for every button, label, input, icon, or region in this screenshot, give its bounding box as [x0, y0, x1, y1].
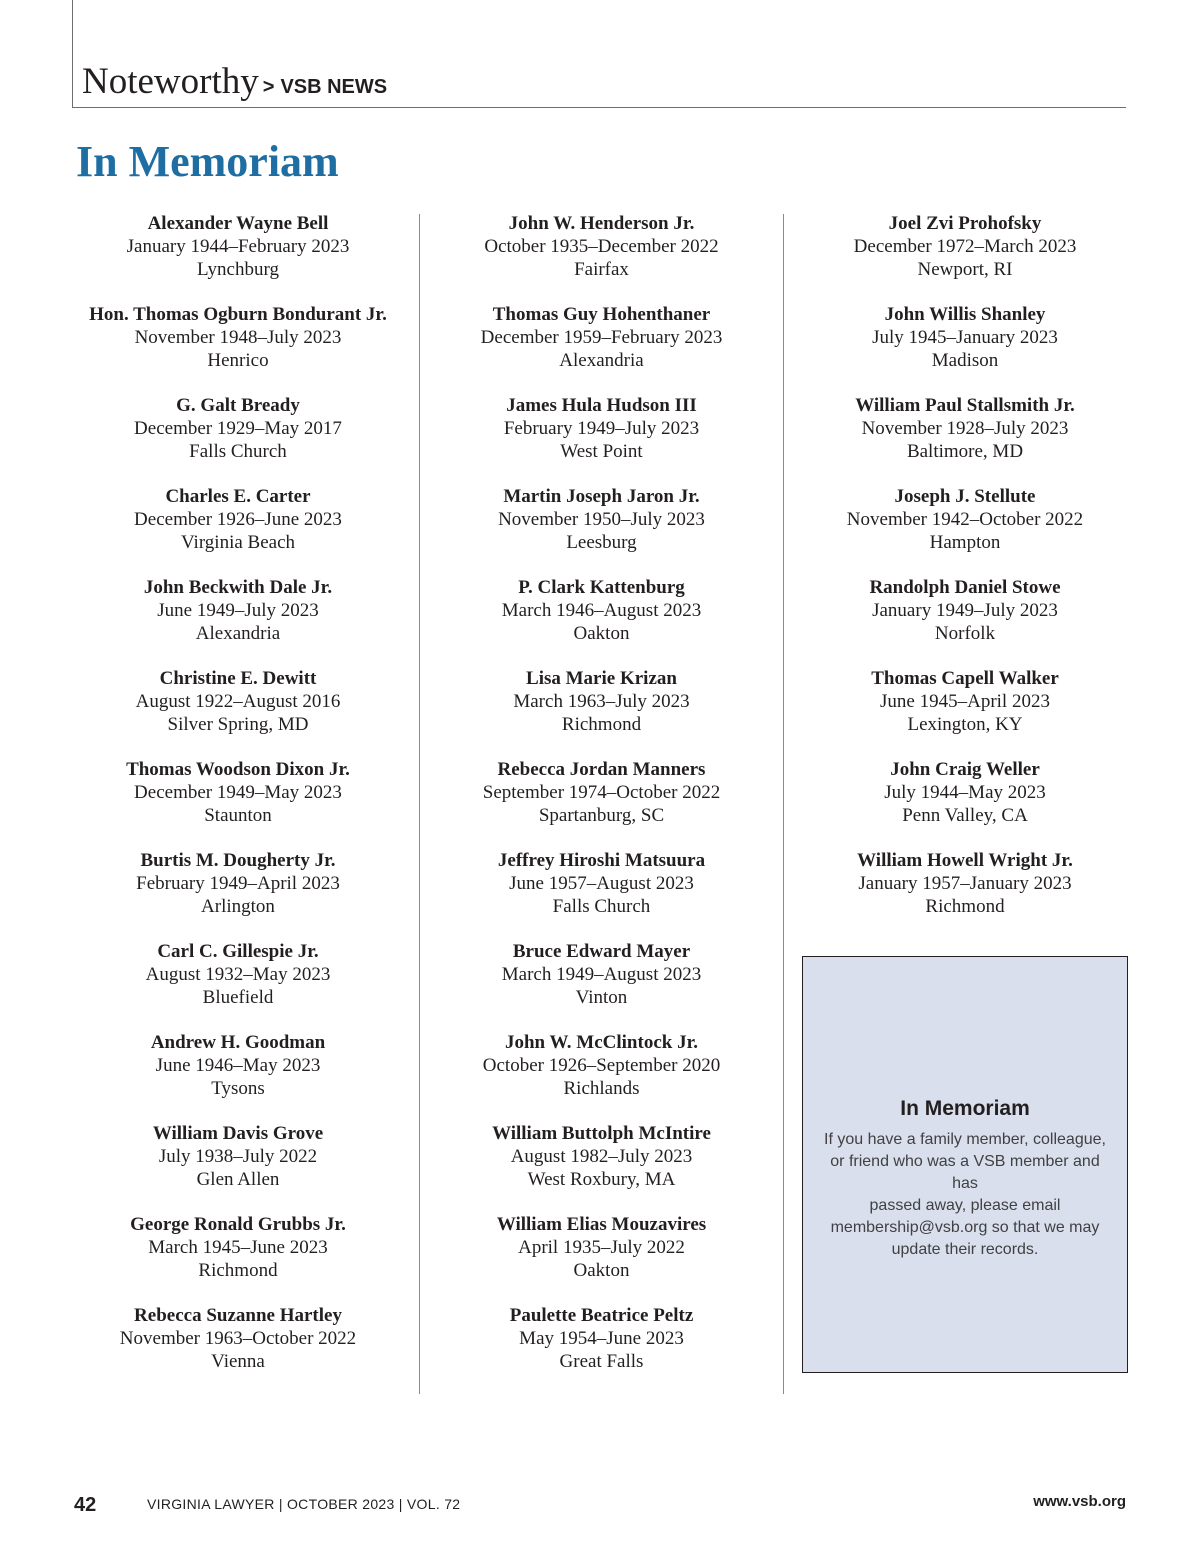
- memoriam-entry: [420, 1213, 783, 1304]
- memoriam-entry: [56, 758, 420, 849]
- memoriam-entry: [783, 303, 1147, 394]
- entry-dates: November 1942–October 2022: [846, 509, 1084, 530]
- entry-dates: November 1928–July 2023: [861, 418, 1069, 439]
- entry-place: Newport, RI: [917, 259, 1013, 280]
- memoriam-entry: [420, 212, 783, 303]
- header-horizontal-rule: [72, 107, 1126, 108]
- entry-dates: October 1935–December 2022: [484, 236, 719, 257]
- entry-dates: December 1929–May 2017: [134, 418, 342, 439]
- entry-name: John W. Henderson Jr.: [508, 213, 695, 234]
- memoriam-entry: [783, 576, 1147, 667]
- entry-name: Thomas Capell Walker: [871, 668, 1059, 689]
- memoriam-entry: [56, 849, 420, 940]
- memoriam-entry: [56, 1122, 420, 1213]
- entry-name: Thomas Woodson Dixon Jr.: [126, 759, 350, 780]
- entry-place: Tysons: [211, 1078, 265, 1099]
- memoriam-column-3: [783, 212, 1147, 940]
- entry-dates: November 1948–July 2023: [134, 327, 342, 348]
- entry-place: Virginia Beach: [180, 532, 296, 553]
- memoriam-entry: [420, 667, 783, 758]
- entry-name: Andrew H. Goodman: [150, 1032, 326, 1053]
- entry-name: Christine E. Dewitt: [159, 668, 317, 689]
- memoriam-entry: [420, 1304, 783, 1395]
- memoriam-entry: [56, 394, 420, 485]
- website-url: www.vsb.org: [1033, 1493, 1126, 1510]
- entry-name: Paulette Beatrice Peltz: [509, 1305, 694, 1326]
- entry-name: Thomas Guy Hohenthaner: [492, 304, 711, 325]
- entry-place: Lynchburg: [197, 259, 279, 280]
- memoriam-entry: [420, 758, 783, 849]
- notice-line: If you have a family member, colleague,: [824, 1131, 1106, 1148]
- entry-dates: July 1945–January 2023: [872, 327, 1058, 348]
- entry-dates: December 1972–March 2023: [853, 236, 1077, 257]
- entry-dates: April 1935–July 2022: [518, 1237, 685, 1258]
- entry-dates: July 1944–May 2023: [884, 782, 1046, 803]
- entry-name: Rebecca Jordan Manners: [497, 759, 706, 780]
- notice-line: update their records.: [891, 1241, 1039, 1258]
- memoriam-entry: [420, 303, 783, 394]
- memoriam-column-1: [56, 212, 420, 1395]
- memoriam-entry: [420, 849, 783, 940]
- entry-dates: February 1949–April 2023: [136, 873, 340, 894]
- entry-place: Silver Spring, MD: [167, 714, 309, 735]
- entry-name: G. Galt Bready: [176, 395, 300, 416]
- entry-name: Alexander Wayne Bell: [147, 213, 329, 234]
- entry-dates: June 1945–April 2023: [880, 691, 1050, 712]
- memoriam-entry: [783, 758, 1147, 849]
- entry-place: Richmond: [561, 714, 642, 735]
- entry-place: Madison: [931, 350, 999, 371]
- entry-name: Randolph Daniel Stowe: [869, 577, 1061, 598]
- memoriam-entry: [420, 576, 783, 667]
- notice-line: passed away, please email: [869, 1197, 1061, 1214]
- entry-dates: August 1982–July 2023: [510, 1146, 693, 1167]
- entry-place: Fairfax: [574, 259, 629, 280]
- entry-place: Bluefield: [202, 987, 274, 1008]
- entry-place: Staunton: [204, 805, 272, 826]
- entry-dates: September 1974–October 2022: [482, 782, 721, 803]
- entry-dates: December 1959–February 2023: [480, 327, 723, 348]
- entry-dates: June 1957–August 2023: [509, 873, 694, 894]
- entry-name: Joseph J. Stellute: [894, 486, 1036, 507]
- page-title: In Memoriam: [76, 137, 339, 186]
- entry-place: Alexandria: [195, 623, 281, 644]
- entry-dates: June 1949–July 2023: [157, 600, 319, 621]
- memoriam-entry: [420, 1031, 783, 1122]
- memoriam-entry: [56, 1031, 420, 1122]
- notice-title: In Memoriam: [900, 1097, 1030, 1120]
- memoriam-entry: [56, 212, 420, 303]
- entry-place: Glen Allen: [196, 1169, 280, 1190]
- entry-name: Bruce Edward Mayer: [512, 941, 691, 962]
- entry-place: Alexandria: [559, 350, 644, 371]
- memoriam-entry: [420, 394, 783, 485]
- entry-dates: August 1932–May 2023: [145, 964, 331, 985]
- entry-name: John W. McClintock Jr.: [504, 1032, 699, 1053]
- entry-place: Leesburg: [566, 532, 637, 553]
- entry-place: Penn Valley, CA: [902, 805, 1028, 826]
- notice-line: membership@vsb.org so that we may: [830, 1219, 1100, 1236]
- entry-place: Hampton: [929, 532, 1001, 553]
- entry-place: West Point: [560, 441, 643, 462]
- entry-place: Vinton: [575, 987, 628, 1008]
- memoriam-entry: [56, 576, 420, 667]
- entry-place: Arlington: [201, 896, 275, 917]
- entry-dates: June 1946–May 2023: [155, 1055, 321, 1076]
- entry-dates: January 1957–January 2023: [858, 873, 1072, 894]
- entry-name: James Hula Hudson III: [506, 395, 697, 416]
- entry-name: William Howell Wright Jr.: [857, 850, 1073, 871]
- entry-place: Great Falls: [559, 1351, 644, 1372]
- entry-place: Richmond: [198, 1260, 278, 1281]
- entry-place: Spartanburg, SC: [538, 805, 665, 826]
- page-number: 42: [74, 1494, 97, 1516]
- memoriam-entry: [420, 485, 783, 576]
- entry-dates: March 1946–August 2023: [501, 600, 702, 621]
- entry-place: Oakton: [573, 623, 630, 644]
- entry-dates: October 1926–September 2020: [482, 1055, 721, 1076]
- entry-name: P. Clark Kattenburg: [518, 577, 685, 598]
- memoriam-entry: [56, 1304, 420, 1395]
- memoriam-entry: [56, 940, 420, 1031]
- publication-info: VIRGINIA LAWYER | OCTOBER 2023 | VOL. 72: [147, 1496, 461, 1512]
- entry-name: Lisa Marie Krizan: [526, 668, 677, 689]
- memoriam-entry: [56, 485, 420, 576]
- memoriam-entry: [420, 940, 783, 1031]
- running-header: [82, 60, 387, 103]
- entry-name: Charles E. Carter: [165, 486, 311, 507]
- entry-name: John Beckwith Dale Jr.: [143, 577, 333, 598]
- entry-dates: December 1926–June 2023: [134, 509, 342, 530]
- entry-name: Burtis M. Dougherty Jr.: [140, 850, 336, 871]
- memoriam-entry: [56, 1213, 420, 1304]
- entry-name: William Davis Grove: [152, 1123, 324, 1144]
- entry-name: William Buttolph McIntire: [492, 1123, 711, 1144]
- entry-place: Henrico: [207, 350, 269, 371]
- entry-place: Richmond: [925, 896, 1005, 917]
- header-subsection: VSB NEWS: [280, 76, 388, 98]
- entry-dates: May 1954–June 2023: [519, 1328, 684, 1349]
- header-separator: >: [262, 76, 275, 98]
- entry-name: Carl C. Gillespie Jr.: [157, 941, 319, 962]
- entry-dates: November 1963–October 2022: [119, 1328, 357, 1349]
- entry-place: Richlands: [563, 1078, 640, 1099]
- entry-name: Hon. Thomas Ogburn Bondurant Jr.: [89, 304, 387, 325]
- entry-place: Falls Church: [189, 441, 287, 462]
- entry-dates: January 1949–July 2023: [872, 600, 1058, 621]
- entry-name: William Elias Mouzavires: [496, 1214, 707, 1235]
- entry-place: Baltimore, MD: [906, 441, 1024, 462]
- entry-dates: March 1945–June 2023: [148, 1237, 328, 1258]
- memoriam-entry: [783, 394, 1147, 485]
- entry-place: Norfolk: [934, 623, 996, 644]
- memoriam-entry: [783, 667, 1147, 758]
- entry-name: William Paul Stallsmith Jr.: [855, 395, 1075, 416]
- entry-dates: November 1950–July 2023: [498, 509, 705, 530]
- entry-dates: December 1949–May 2023: [134, 782, 342, 803]
- entry-name: Rebecca Suzanne Hartley: [134, 1305, 342, 1326]
- entry-name: Martin Joseph Jaron Jr.: [503, 486, 700, 507]
- memoriam-entry: [783, 485, 1147, 576]
- entry-dates: March 1963–July 2023: [513, 691, 690, 712]
- memoriam-entry: [783, 849, 1147, 940]
- memoriam-entry: [56, 667, 420, 758]
- memoriam-entry: [56, 303, 420, 394]
- in-memoriam-notice-box: [802, 956, 1128, 1373]
- header-vertical-rule: [72, 0, 73, 108]
- entry-dates: February 1949–July 2023: [503, 418, 700, 439]
- entry-place: Falls Church: [552, 896, 651, 917]
- notice-body: [817, 1129, 1113, 1261]
- entry-name: John Willis Shanley: [884, 304, 1046, 325]
- memoriam-entry: [783, 212, 1147, 303]
- entry-name: Joel Zvi Prohofsky: [888, 213, 1042, 234]
- entry-dates: August 1922–August 2016: [135, 691, 341, 712]
- entry-place: West Roxbury, MA: [527, 1169, 676, 1190]
- entry-dates: July 1938–July 2022: [158, 1146, 318, 1167]
- entry-dates: March 1949–August 2023: [501, 964, 702, 985]
- entry-place: Lexington, KY: [907, 714, 1023, 735]
- memoriam-column-2: [420, 212, 783, 1395]
- entry-name: George Ronald Grubbs Jr.: [130, 1214, 346, 1235]
- entry-place: Vienna: [211, 1351, 265, 1372]
- entry-name: John Craig Weller: [890, 759, 1040, 780]
- memoriam-entry: [420, 1122, 783, 1213]
- entry-place: Oakton: [573, 1260, 630, 1281]
- entry-dates: January 1944–February 2023: [126, 236, 350, 257]
- notice-line: or friend who was a VSB member and has: [830, 1153, 1100, 1192]
- entry-name: Jeffrey Hiroshi Matsuura: [497, 850, 706, 871]
- header-section: Noteworthy: [82, 61, 259, 102]
